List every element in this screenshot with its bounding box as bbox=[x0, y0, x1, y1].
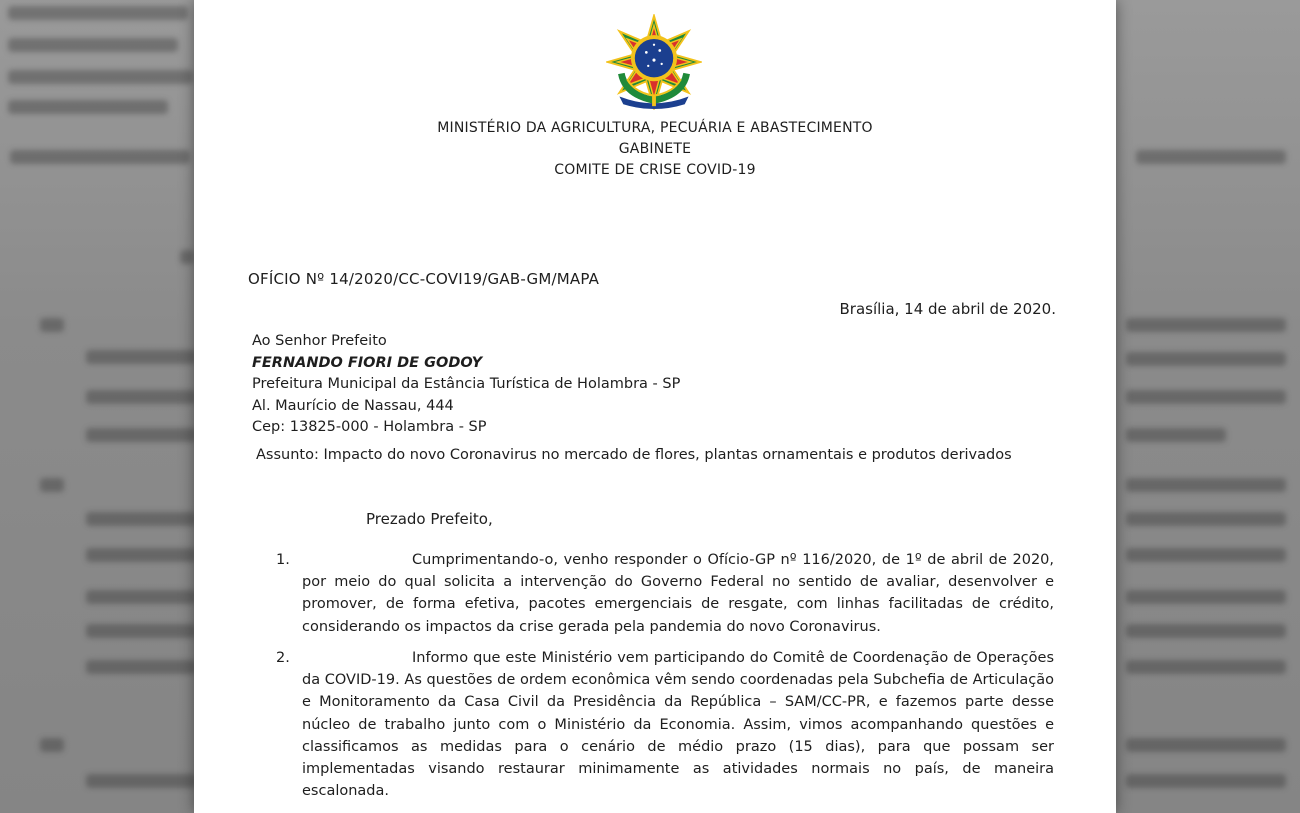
paragraph-number: 1. bbox=[276, 552, 290, 568]
blurred-background-left bbox=[0, 0, 200, 813]
paragraph-text: Cumprimentando-o, venho responder o Ofício-GP nº 116/2020, de 1º de abril de 2020, por meio do qual solicita a intervenção do Governo Federal no sentido de avaliar, desenvolver e promover, de forma efetiva, pacotes emergenciais de resgate, com linhas facilitadas de crédito, considerando os impactos da crise gerada pela pandemia do novo Coronavirus. bbox=[302, 552, 1054, 635]
recipient-block bbox=[252, 331, 680, 439]
paragraph-text: Informo que este Ministério vem participando do Comitê de Coordenação de Operações da COVID-19. As questões de ordem econômica vêm sendo coordenadas pela Subchefia de Articulação e Monitoramento da Casa Civil da Presidência da República – SAM/CC-PR, e fazemos parte desse núcleo de trabalho junto com o Ministério da Economia. Assim, vimos acompanhando questões e classificamos as medidas para o cenário de médio prazo (15 dias), para que possam ser implementadas visando restaurar minimamente as atividades normais no país, de maneira escalonada. bbox=[302, 650, 1054, 800]
document-date: Brasília, 14 de abril de 2020. bbox=[839, 300, 1056, 318]
recipient-organization: Prefeitura Municipal da Estância Turística de Holambra - SP bbox=[252, 376, 681, 392]
document-page bbox=[194, 0, 1116, 813]
document-reference: OFÍCIO Nº 14/2020/CC-COVI19/GAB-GM/MAPA bbox=[248, 270, 600, 288]
recipient-zip-city: Cep: 13825-000 - Holambra - SP bbox=[252, 419, 487, 435]
paragraph-2 bbox=[276, 647, 1054, 802]
recipient-name: FERNANDO FIORI DE GODOY bbox=[252, 354, 483, 371]
committee-name: COMITE DE CRISE COVID-19 bbox=[554, 162, 756, 178]
letter-greeting: Prezado Prefeito, bbox=[366, 510, 493, 528]
paragraph-number: 2. bbox=[276, 650, 290, 666]
recipient-street: Al. Maurício de Nassau, 444 bbox=[252, 397, 454, 414]
recipient-salutation: Ao Senhor Prefeito bbox=[252, 333, 387, 349]
office-name: GABINETE bbox=[618, 141, 692, 157]
ministry-name: MINISTÉRIO DA AGRICULTURA, PECUÁRIA E ABASTECIMENTO bbox=[437, 120, 873, 136]
paragraph-1 bbox=[276, 549, 1054, 638]
blurred-background-right bbox=[1116, 0, 1300, 813]
brazil-coat-of-arms-icon bbox=[606, 14, 702, 110]
document-header bbox=[194, 118, 1116, 181]
document-subject: Assunto: Impacto do novo Coronavirus no mercado de flores, plantas ornamentais e produtos derivados bbox=[256, 447, 1012, 463]
